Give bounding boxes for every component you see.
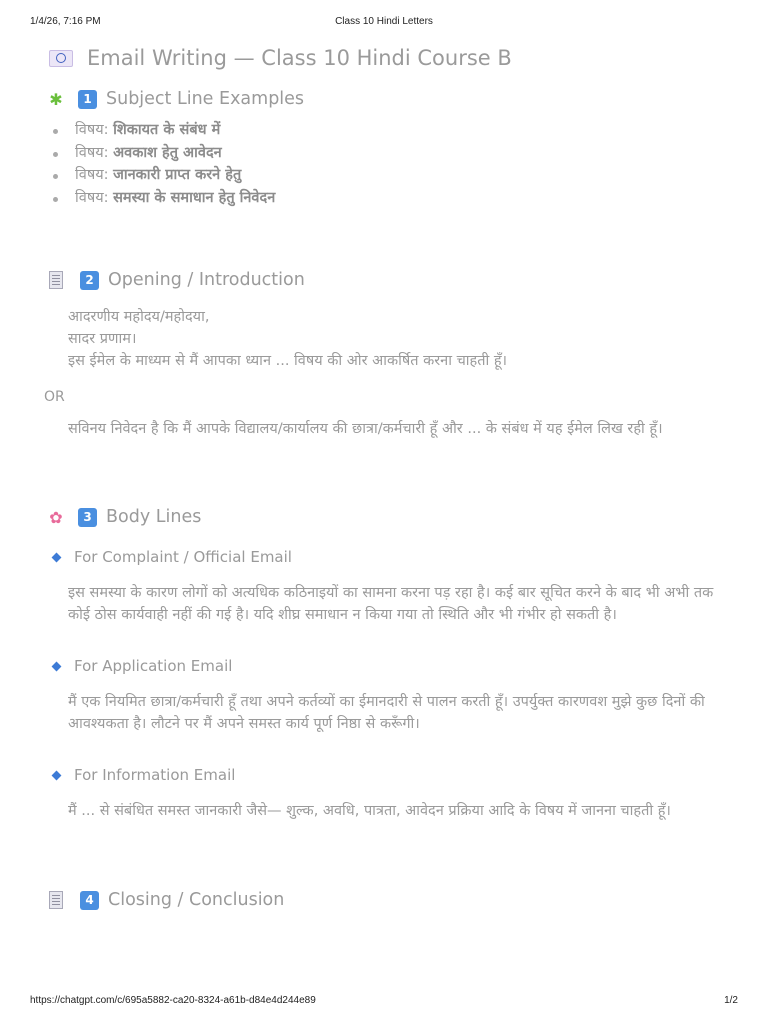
section-4-heading xyxy=(44,886,734,914)
section-title: Subject Line Examples xyxy=(106,89,305,109)
list-item: विषय: शिकायत के संबंध में xyxy=(44,119,734,142)
number-badge: 2 xyxy=(80,271,99,290)
list-item: विषय: जानकारी प्राप्त करने हेतु xyxy=(44,164,734,187)
section-title: Opening / Introduction xyxy=(108,270,305,290)
print-doc-title: Class 10 Hindi Letters xyxy=(335,16,433,27)
page-title: Email Writing — Class 10 Hindi Course B xyxy=(87,46,512,70)
print-datetime: 1/4/26, 7:16 PM xyxy=(30,16,101,27)
number-badge: 4 xyxy=(80,891,99,910)
pages-icon xyxy=(49,271,63,289)
complaint-text: इस समस्या के कारण लोगों को अत्यधिक कठिनाइयों का सामना करना पड़ रहा है। कई बार सूचित करने के बाद भी अभी तक कोई ठोस कार्यवाही नहीं की गई है। यदि शीघ्र समाधान न किया गया तो स्थिति और भी गंभीर हो सकती है। xyxy=(68,585,714,623)
page-title-row xyxy=(44,42,734,74)
print-url: https://chatgpt.com/c/695a5882-ca20-8324-a61b-d84e4d244e89 xyxy=(30,995,316,1006)
application-subheading: For Application Email xyxy=(53,655,734,677)
diamond-bullet-icon xyxy=(52,770,62,780)
information-text: मैं ... से संबंधित समस्त जानकारी जैसे— शुल्क, अवधि, पात्रता, आवेदन प्रक्रिया आदि के विषय में जानना चाहती हूँ। xyxy=(68,803,671,819)
list-item: विषय: अवकाश हेतु आवेदन xyxy=(44,142,734,165)
print-footer xyxy=(30,995,738,1009)
puzzle-piece-icon: ✱ xyxy=(49,89,63,109)
brain-icon: ✿ xyxy=(49,507,63,527)
print-header xyxy=(30,16,738,30)
opening-alt-text: सविनय निवेदन है कि मैं आपके विद्यालय/कार्यालय की छात्रा/कर्मचारी हूँ और ... के संबंध में यह ईमेल लिख रही हूँ। xyxy=(68,421,663,437)
page-number: 1/2 xyxy=(724,995,738,1006)
list-item: विषय: समस्या के समाधान हेतु निवेदन xyxy=(44,187,734,210)
or-separator: OR xyxy=(44,389,65,405)
document-content xyxy=(44,42,734,914)
information-subheading: For Information Email xyxy=(53,764,734,786)
section-1-heading xyxy=(44,85,734,113)
section-title: Body Lines xyxy=(106,507,202,527)
number-badge: 1 xyxy=(78,90,97,109)
pages-icon xyxy=(49,891,63,909)
subject-list xyxy=(44,119,734,209)
opening-text: आदरणीय महोदय/महोदया, सादर प्रणाम। इस ईमेल के माध्यम से मैं आपका ध्यान ... विषय की ओर आकर्षित करना चाहती हूँ। xyxy=(68,309,508,369)
section-title: Closing / Conclusion xyxy=(108,890,285,910)
number-badge: 3 xyxy=(78,508,97,527)
section-3-heading xyxy=(44,503,734,531)
complaint-subheading: For Complaint / Official Email xyxy=(53,546,734,568)
diamond-bullet-icon xyxy=(52,661,62,671)
section-2-heading xyxy=(44,266,734,294)
application-text: मैं एक नियमित छात्रा/कर्मचारी हूँ तथा अपने कर्तव्यों का ईमानदारी से पालन करती हूँ। उपर्युक्त कारणवश मुझे कुछ दिनों की आवश्यकता है। लौटने पर मैं अपने समस्त कार्य पूर्ण निष्ठा से करूँगी। xyxy=(68,694,705,732)
diamond-bullet-icon xyxy=(52,552,62,562)
email-icon xyxy=(49,50,73,67)
